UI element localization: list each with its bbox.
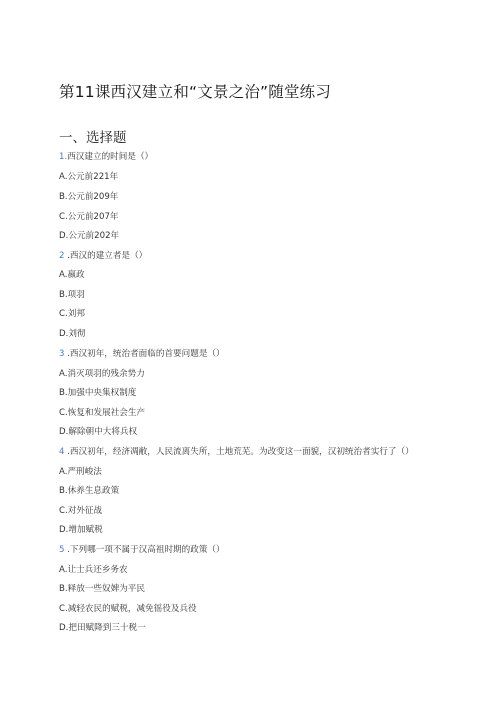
question-number: 3 (59, 349, 65, 359)
option-a: A.消灭项羽的残余势力 (59, 369, 145, 379)
option-d: D.解除朝中大将兵权 (59, 427, 138, 437)
option-c: C.减轻农民的赋税，减免徭役及兵役 (59, 604, 197, 614)
question-number: 2 (59, 251, 65, 261)
page-title: 第11课西汉建立和“文景之治”随堂练习 (59, 83, 332, 101)
option-c: C.恢复和发展社会生产 (59, 408, 146, 418)
option-b: B.公元前209年 (59, 192, 119, 202)
option-b: B.项羽 (59, 290, 85, 300)
question-number: 4 (59, 447, 65, 457)
option-d: D.公元前202年 (59, 231, 120, 241)
option-c: C.公元前207年 (59, 212, 119, 222)
option-d: D.把田赋降到三十税一 (59, 623, 146, 633)
question-number: 5 (59, 545, 65, 555)
question-text: .西汉初年，经济凋敝，人民流离失所，土地荒芜。为改变这一面貌，汉初统治者实行了（） (64, 447, 414, 457)
question-number: 1. (59, 152, 68, 162)
question-2 (59, 251, 147, 262)
question-4 (59, 447, 414, 458)
question-text: .西汉初年，统治者面临的首要问题是（） (64, 349, 225, 359)
option-a: A.公元前221年 (59, 172, 119, 182)
option-c: C.对外征战 (59, 506, 103, 516)
option-b: B.休养生息政策 (59, 486, 120, 496)
option-a: A.严刑峻法 (59, 467, 102, 477)
question-5 (59, 545, 225, 556)
section-heading: 一、选择题 (59, 130, 127, 146)
question-text: .下列哪一项不属于汉高祖时期的政策（） (64, 545, 225, 555)
option-b: B.释放一些奴婢为平民 (59, 584, 145, 594)
question-1 (59, 152, 153, 163)
option-d: D.增加赋税 (59, 525, 103, 535)
option-d: D.刘彻 (59, 329, 86, 339)
option-c: C.刘邦 (59, 309, 85, 319)
question-text: 西汉建立的时间是（） (67, 152, 154, 162)
option-a: A.嬴政 (59, 270, 85, 280)
question-3 (59, 349, 225, 360)
option-b: B.加强中央集权制度 (59, 388, 137, 398)
option-a: A.让士兵还乡务农 (59, 565, 128, 575)
question-text: .西汉的建立者是（） (64, 251, 148, 261)
